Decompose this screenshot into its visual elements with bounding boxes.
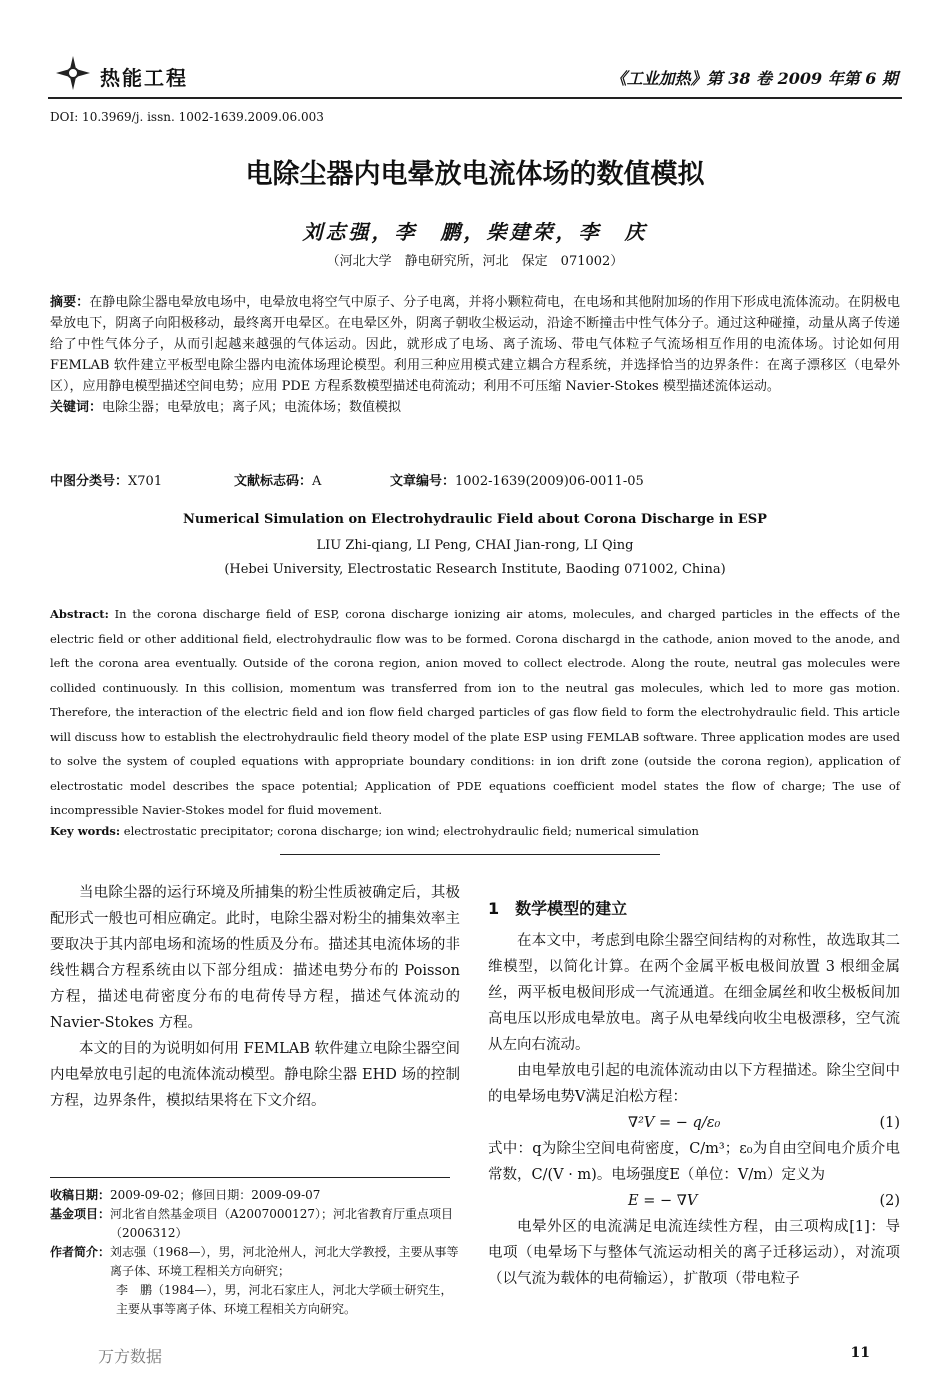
english-authors: LIU Zhi-qiang, LI Peng, CHAI Jian-rong, LI Qing	[316, 538, 634, 553]
fund-label: 基金项目：	[50, 1207, 111, 1221]
keywords-en-label: Key words:	[50, 824, 121, 838]
keywords-cn-text: 电除尘器；电晕放电；离子风；电流体场；数值模拟	[102, 400, 402, 415]
header-rule	[48, 97, 902, 99]
keywords-en-text: electrostatic precipitator; corona discharge; ion wind; electrohydraulic field; numerical simulation	[123, 824, 699, 838]
equation-2-number: (2)	[879, 1193, 900, 1209]
journal-name: 热能工程	[100, 66, 188, 90]
clc-value: X701	[128, 474, 163, 489]
footnotes	[50, 1186, 460, 1319]
paper-title: 电除尘器内电晕放电流体场的数值模拟	[245, 159, 705, 190]
abstract-en-text: In the corona discharge field of ESP, corona discharge ionizing air atoms, molecules, and charged particles in the effects of the electric field or other additional field, electrohydraulic flow was to be formed. Corona dischargd in the cathode, anion moved to the anode, and left the corona area eventually. Outside of the corona region, anion moved to collect electrode. Along the route, neutral gas molecules were collided continuously. In this collision, momentum was transferred from ion to the neutral gas molecules, which led to more gas motion. Therefore, the interaction of the electric field and ion flow field charged particles of gas flow field to form the electrohydraulic field. This article will discuss how to establish the electrohydraulic field theory model of the plate ESP using FEMLAB software. Three application modes are used to solve the system of coupled equations with appropriate boundary conditions: in ion drift zone (outside the corona region), application of electrostatic model describes the space potential; Application of PDE equations coefficient model states the flow of charge; The use of incompressible Navier-Stokes model for fluid movement.	[50, 607, 901, 817]
body-paragraph: 式中：q为除尘空间电荷密度，C/m³；ε₀为自由空间电介质介电常数，C/(V · m)。电场强度E（单位：V/m）定义为	[488, 1141, 900, 1183]
keywords-cn-label: 关键词：	[50, 400, 103, 415]
issue-info: 《工业加热》第 38 卷 2009 年第 6 期	[610, 69, 898, 88]
author-bio-1: 刘志强（1968—），男，河北沧州人，河北大学教授，主要从事等离子体、环境工程相关方向研究；	[110, 1245, 459, 1278]
intro-paragraph: 本文的目的为说明如何用 FEMLAB 软件建立电除尘器空间内电晕放电引起的电流体流动模型。静电除尘器 EHD 场的控制方程，边界条件，模拟结果将在下文介绍。	[50, 1041, 460, 1109]
received-date: 2009-09-02；修回日期：2009-09-07	[110, 1188, 321, 1202]
body-paragraph: 由电晕放电引起的电流体流动由以下方程描述。除尘空间中的电晕场电势V满足泊松方程：	[488, 1063, 900, 1105]
equation-2-body: E = − ∇V	[628, 1193, 698, 1209]
received-label: 收稿日期：	[50, 1188, 111, 1202]
abstract-en-label: Abstract:	[50, 607, 109, 621]
article-no-label: 文章编号：	[390, 474, 456, 489]
doi: DOI: 10.3969/j. issn. 1002-1639.2009.06.003	[50, 110, 324, 124]
fund-text: 河北省自然基金项目（A2007000127）；河北省教育厅重点项目（2006312）	[110, 1207, 454, 1240]
body-right-column	[488, 896, 900, 1292]
doc-code-value: A	[312, 474, 322, 489]
equation-1	[488, 1110, 900, 1136]
abstract-en	[50, 602, 900, 823]
section-heading: 1 数学模型的建立	[488, 899, 628, 918]
english-affiliation: (Hebei University, Electrostatic Research Institute, Baoding 071002, China)	[224, 562, 726, 577]
journal-logo-icon	[54, 54, 92, 92]
abstract-cn	[50, 292, 900, 418]
body-left-column	[50, 880, 460, 1114]
section-divider	[280, 854, 660, 855]
intro-paragraph: 当电除尘器的运行环境及所捕集的粉尘性质被确定后，其极配形式一般也可相应确定。此时，电除尘器对粉尘的捕集效率主要取决于其内部电场和流场的性质及分布。描述其电流体场的非线性耦合方程系统由以下部分组成：描述电势分布的 Poisson 方程，描述电荷密度分布的电荷传导方程，描述气体流动的 Navier-Stokes 方程。	[50, 885, 460, 1031]
watermark-text: 万方数据	[98, 1347, 163, 1366]
equation-1-body: ∇²V = − q/ε₀	[628, 1115, 721, 1131]
article-no-value: 1002-1639(2009)06-0011-05	[455, 474, 644, 489]
abstract-cn-label: 摘要：	[50, 295, 90, 310]
equation-2	[488, 1188, 900, 1214]
keywords-en	[50, 824, 900, 838]
body-paragraph: 电晕外区的电流满足电流连续性方程，由三项构成[1]：导电项（电晕场下与整体气流运动相关的离子迁移运动），对流项（以气流为载体的电荷输运），扩散项（带电粒子	[488, 1219, 900, 1287]
abstract-cn-text: 在静电除尘器电晕放电场中，电晕放电将空气中原子、分子电离，并将小颗粒荷电，在电场和其他附加场的作用下形成电流体流动。在阴极电晕放电下，阴离子向阳极移动，最终离开电晕区。在电晕区外，阴离子朝收尘极运动，沿途不断撞击中性气体分子。通过这种碰撞，动量从离子传递给了中性气体分子，从而引起越来越强的气体运动。因此，就形成了电场、离子流场、带电气体粒子气流场相互作用的电流体场。讨论如何用 FEMLAB 软件建立平板型电除尘器内电流体场理论模型。利用三种应用模式建立耦合方程系统，并选择恰当的边界条件：在离子漂移区（电晕外区），应用静电模型描述空间电势；应用 PDE 方程系数模型描述电荷流动；利用不可压缩 Navier-Stokes 模型描述流体运动。	[50, 295, 900, 394]
equation-1-number: (1)	[879, 1115, 900, 1131]
footnote-rule	[50, 1177, 450, 1178]
english-title: Numerical Simulation on Electrohydraulic Field about Corona Discharge in ESP	[183, 512, 767, 527]
body-paragraph: 在本文中，考虑到电除尘器空间结构的对称性，故选取其二维模型，以简化计算。在两个金属平板电极间放置 3 根细金属丝，两平板电极间形成一气流通道。在细金属丝和收尘极板间加高电压以形成电晕放电。离子从电晕线向收尘电极漂移，空气流从左向右流动。	[488, 933, 900, 1053]
authors: 刘志强，李 鹏，柴建荣，李 庆	[302, 220, 648, 244]
clc-label: 中图分类号：	[50, 474, 129, 489]
doc-code-label: 文献标志码：	[234, 474, 313, 489]
author-bio-label: 作者简介：	[50, 1245, 111, 1259]
page-number: 11	[850, 1345, 870, 1361]
affiliation: （河北大学 静电研究所，河北 保定 071002）	[326, 254, 624, 269]
author-bio-2: 李 鹏（1984—），男，河北石家庄人，河北大学硕士研究生，主要从事等离子体、环境工程相关方向研究。	[116, 1283, 453, 1316]
